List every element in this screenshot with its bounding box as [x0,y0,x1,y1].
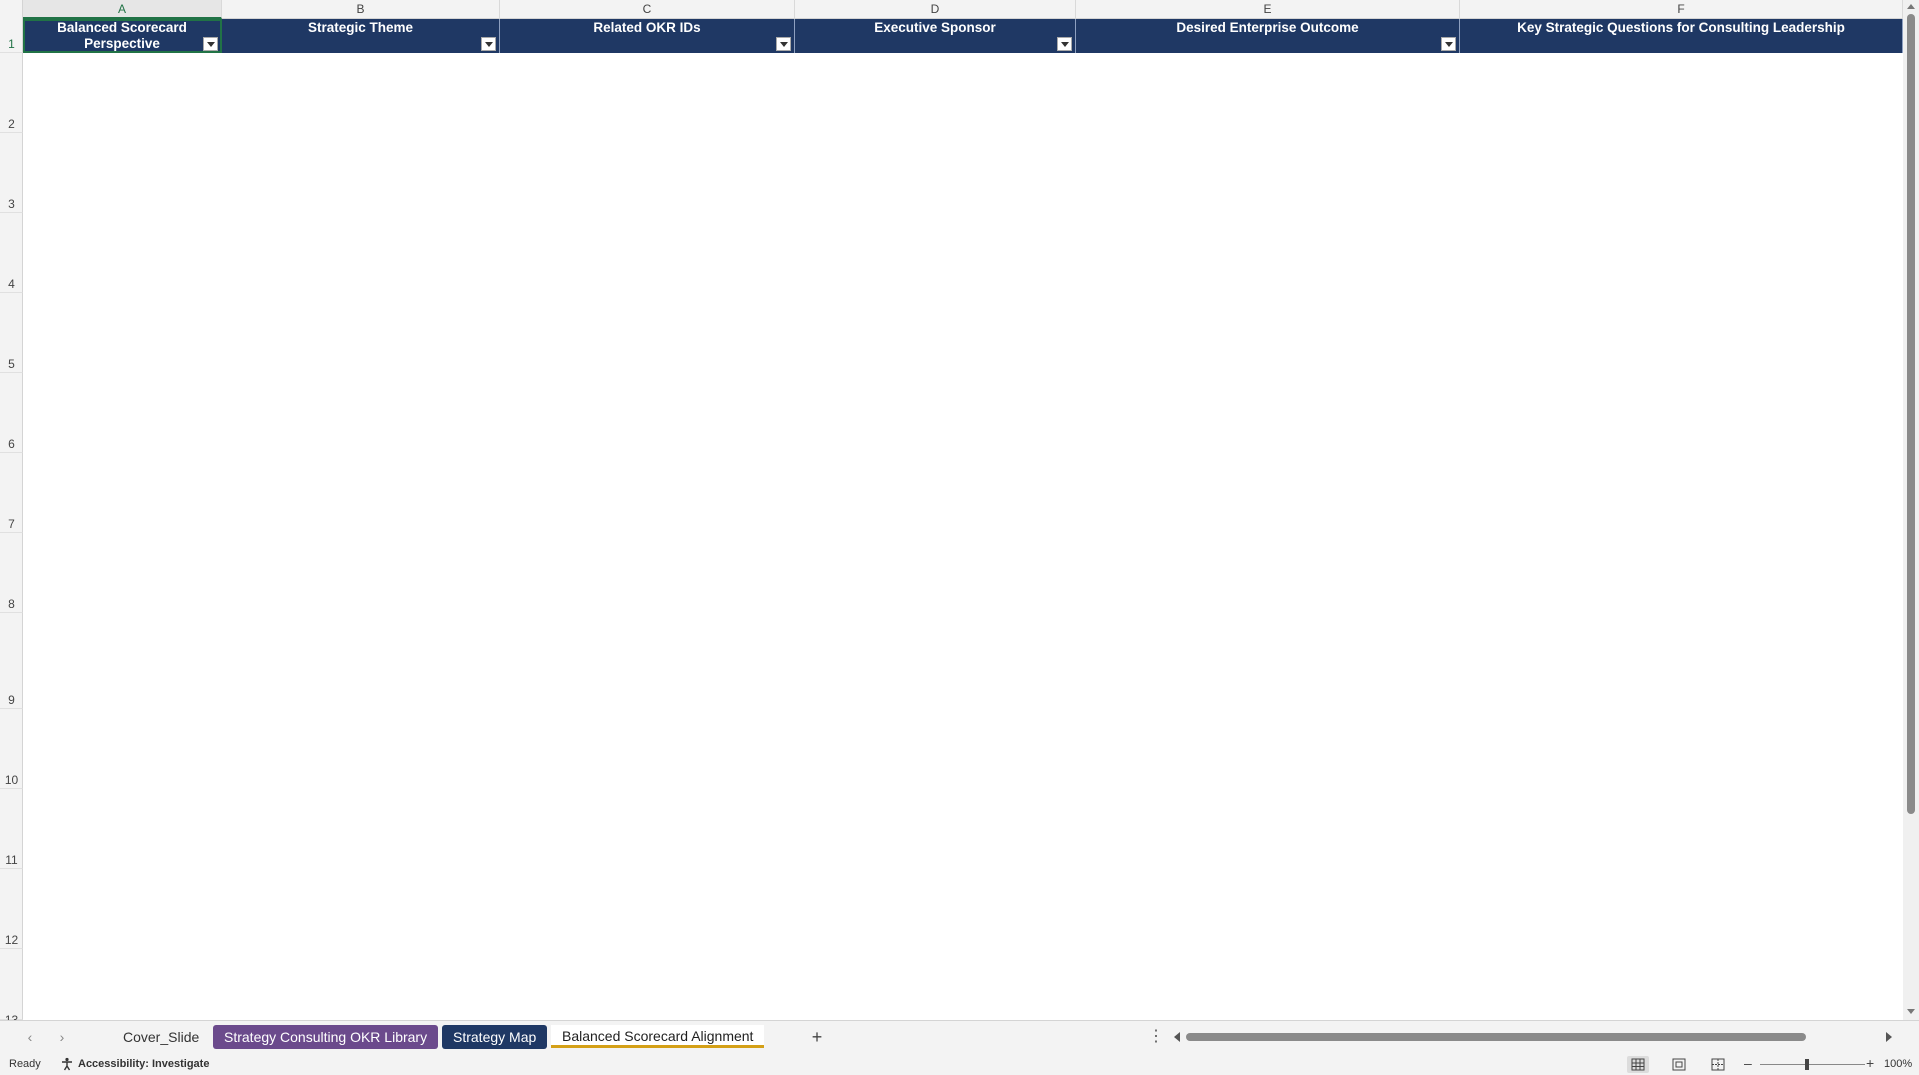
vertical-scroll-thumb[interactable] [1907,14,1915,814]
header-cell-okr-ids[interactable] [500,19,795,53]
page-layout-icon [1668,1056,1690,1073]
page-break-icon [1707,1056,1729,1073]
header-cell-outcome[interactable] [1076,19,1460,53]
row-number[interactable]: 8 [0,533,23,613]
column-letter-d[interactable]: D [795,0,1076,19]
scroll-left-icon[interactable] [1174,1032,1180,1042]
row-number[interactable]: 1 [0,19,23,53]
column-letter-f[interactable]: F [1460,0,1903,19]
page-layout-view-button[interactable] [1668,1056,1690,1073]
column-letter-a[interactable]: A [23,0,222,19]
scroll-right-icon[interactable] [1886,1032,1892,1042]
header-cell-theme[interactable] [222,19,500,53]
page-break-view-button[interactable] [1707,1056,1729,1073]
row-number[interactable]: 3 [0,133,23,213]
zoom-slider-handle[interactable] [1805,1059,1809,1070]
header-cell-questions[interactable] [1460,19,1903,53]
column-letter-c[interactable]: C [500,0,795,19]
sheet-tab-cover-slide[interactable]: Cover_Slide [123,1029,200,1045]
normal-view-icon [1627,1056,1649,1073]
horizontal-scroll-thumb[interactable] [1186,1033,1806,1041]
sheet-tab-okr-library[interactable]: Strategy Consulting OKR Library [213,1025,438,1049]
zoom-level[interactable]: 100% [1884,1058,1913,1070]
accessibility-check-button[interactable] [60,1057,209,1071]
zoom-slider[interactable] [1760,1064,1865,1065]
column-letter-e[interactable]: E [1076,0,1460,19]
status-bar [0,1054,1919,1075]
select-all-corner[interactable] [0,0,23,19]
sheet-tab-bar [0,1020,1919,1054]
column-letter-b[interactable]: B [222,0,500,19]
spreadsheet-grid [23,19,1903,1020]
header-label: Balanced Scorecard Perspective [57,20,187,51]
header-label: Related OKR IDs [593,20,701,35]
tab-scroll-right-icon[interactable]: › [59,1029,65,1045]
accessibility-label: Accessibility: Investigate [78,1058,210,1070]
add-sheet-icon[interactable]: + [811,1027,823,1047]
row-number[interactable]: 10 [0,709,23,789]
more-options-icon[interactable]: ⋮ [1148,1028,1164,1045]
scroll-up-icon[interactable] [1907,4,1915,9]
filter-dropdown-icon[interactable] [481,37,496,51]
row-number[interactable]: 7 [0,453,23,533]
filter-dropdown-icon[interactable] [1441,37,1456,51]
row-number[interactable]: 11 [0,789,23,869]
sheet-tab-balanced-scorecard[interactable]: Balanced Scorecard Alignment [551,1025,764,1048]
row-number[interactable]: 2 [0,53,23,133]
row-number[interactable] [0,949,23,1020]
header-label: Desired Enterprise Outcome [1176,20,1359,35]
header-cell-sponsor[interactable] [795,19,1076,53]
horizontal-scrollbar[interactable] [1172,1027,1898,1047]
zoom-out-button[interactable]: – [1744,1055,1752,1071]
filter-dropdown-icon[interactable] [1057,37,1072,51]
row-number[interactable]: 4 [0,213,23,293]
header-cell-perspective[interactable] [23,19,222,53]
tab-scroll-left-icon[interactable]: ‹ [27,1029,33,1045]
zoom-in-button[interactable]: + [1866,1055,1875,1071]
header-label: Executive Sponsor [874,20,996,35]
vertical-scrollbar[interactable] [1903,0,1919,1020]
row-number[interactable]: 12 [0,869,23,949]
row-number[interactable]: 5 [0,293,23,373]
sheet-tab-strategy-map[interactable]: Strategy Map [442,1025,547,1049]
header-label: Key Strategic Questions for Consulting Leadership [1517,20,1845,35]
filter-dropdown-icon[interactable] [203,37,218,51]
normal-view-button[interactable] [1627,1056,1649,1073]
header-label: Strategic Theme [307,20,414,35]
status-ready-text: Ready [9,1058,41,1070]
row-number[interactable]: 9 [0,613,23,709]
row-number[interactable]: 6 [0,373,23,453]
accessibility-icon [60,1057,74,1071]
filter-dropdown-icon[interactable] [776,37,791,51]
column-header-row [0,0,1919,19]
scroll-down-icon[interactable] [1907,1009,1915,1014]
